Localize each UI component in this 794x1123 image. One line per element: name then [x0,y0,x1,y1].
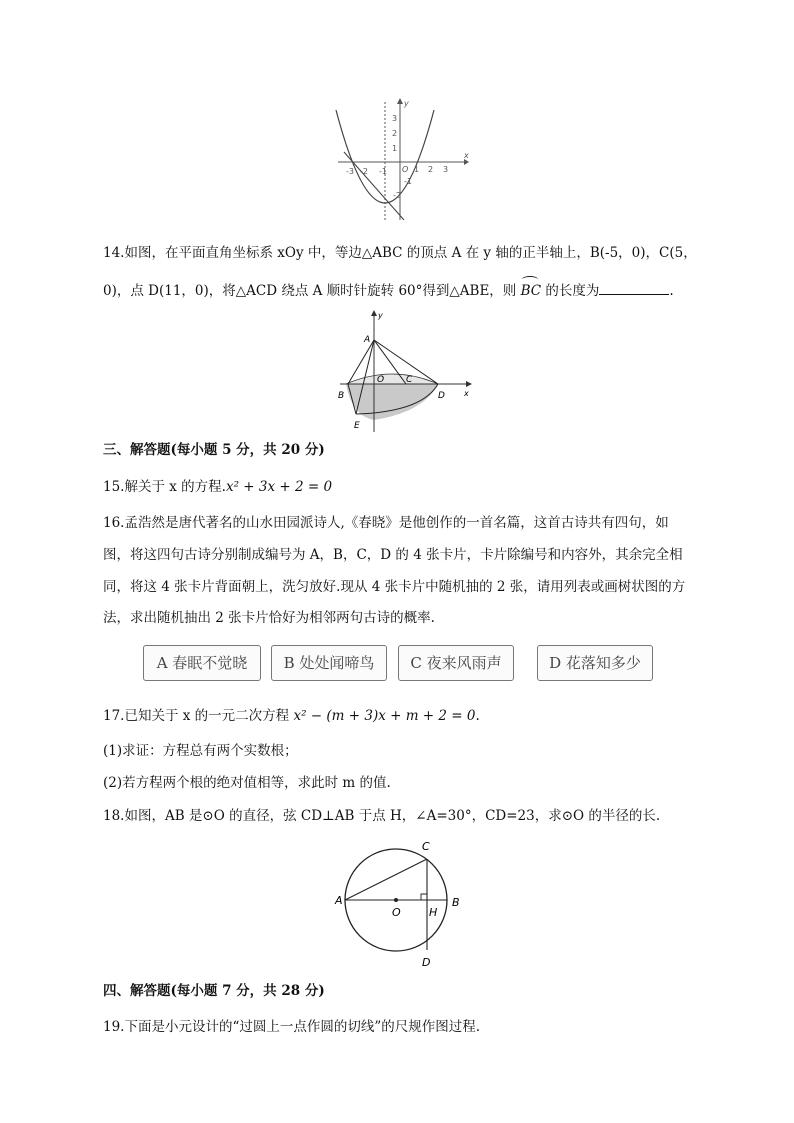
label-y: y [378,311,383,320]
x-axis-arrow [466,381,472,387]
q16-line2: 图，将这四句古诗分别制成编号为 A，B，C，D 的 4 张卡片，卡片除编号和内容外，其余完全相 [103,547,683,563]
card-a: A 春眠不觉晓 [143,645,261,681]
y-tick-1: 1 [392,144,398,153]
q19: 19.下面是小元设计的“过圆上一点作圆的切线”的尺规作图过程. [103,1019,481,1035]
q17-equation: x² − (m + 3)x + m + 2 = 0 [293,708,476,724]
q17-prefix: 17.已知关于 x 的一元二次方程 [103,708,290,724]
label-A: A [364,335,371,345]
poem-cards [143,641,655,685]
card-c: C 夜来风雨声 [398,645,514,681]
label-D: D [422,956,431,969]
q16-line1: 16.孟浩然是唐代著名的山水田园派诗人,《春晓》是他创作的一首名篇，这首古诗共有四句，如 [103,515,669,531]
q14-line2-text: 0)，点 D(11，0)，将△ACD 绕点 A 顺时针旋转 60°得到△ABE，则 [103,283,517,299]
x-tick-neg3: -3 [346,167,354,176]
y-axis-label: y [404,99,409,108]
label-B: B [338,391,345,401]
q15-prefix: 15.解关于 x 的方程. [103,479,226,495]
q17: 17.已知关于 x 的一元二次方程 x² − (m + 3)x + m + 2 = 0. [103,708,480,724]
origin-label: O [402,165,409,174]
x-axis-label: x [464,151,469,160]
right-angle-mark [421,894,427,900]
y-tick-neg2: -2 [393,191,401,200]
center-point [394,898,398,902]
q15 [103,476,332,498]
y-tick-3: 3 [392,114,398,123]
label-x: x [464,389,469,398]
x-tick-neg1: -1 [379,167,387,176]
parabola-figure [330,96,470,224]
y-axis-arrow [397,98,403,104]
y-tick-neg1: -1 [404,177,412,186]
q14-line2: 0)，点 D(11，0)，将△ACD 绕点 A 顺时针旋转 60°得到△ABE，则 BC 的长度为 . [103,280,674,302]
q17-part2: (2)若方程两个根的绝对值相等，求此时 m 的值. [103,775,391,791]
q14-figure [334,308,476,436]
label-O: O [377,375,385,385]
x-tick-3: 3 [443,165,449,174]
card-b: B 处处闻啼鸟 [271,645,387,681]
q17-part1: (1)求证：方程总有两个实数根； [103,743,298,759]
x-tick-1: 1 [414,165,420,174]
label-E: E [354,421,360,431]
x-tick-2: 2 [428,165,434,174]
segment-AC [345,859,427,900]
label-B: B [452,896,460,909]
shaded-region [346,384,438,420]
section3-title: 三、解答题(每小题 5 分，共 20 分) [103,442,325,458]
q16-line3: 同，将这 4 张卡片背面朝上，洗匀放好.现从 4 张卡片中随机抽的 2 张，请用列表或画树状图的方 [103,579,686,595]
q14-answer-blank[interactable] [599,280,669,295]
y-axis-arrow [371,310,377,316]
shaded-region-upper [346,374,438,384]
q18: 18.如图，AB 是⊙O 的直径，弦 CD⊥AB 于点 H，∠A=30°，CD=23，求⊙O 的半径的长. [103,808,661,824]
y-tick-2: 2 [392,129,398,138]
card-d: D 花落知多少 [537,645,653,681]
x-tick-neg2: -2 [360,167,368,176]
label-H: H [429,906,438,919]
q18-circle-figure [334,836,474,970]
section4-title: 四、解答题(每小题 7 分，共 28 分) [103,983,325,999]
q14-arc-bc: BC [521,280,542,302]
q16-line4: 法，求出随机抽出 2 张卡片恰好为相邻两句古诗的概率. [103,610,435,626]
label-D: D [438,391,445,401]
label-A: A [335,894,343,907]
q15-equation: x² + 3x + 2 = 0 [225,479,333,495]
q14-line1: 14.如图，在平面直角坐标系 xOy 中，等边△ABC 的顶点 A 在 y 轴的正半轴上，B(-5，0)，C(5， [103,245,697,261]
label-C: C [422,840,430,853]
label-O: O [392,906,401,919]
q14-line2-end: 的长度为 [545,283,600,299]
label-C: C [406,375,413,385]
arc-symbol [522,276,538,283]
